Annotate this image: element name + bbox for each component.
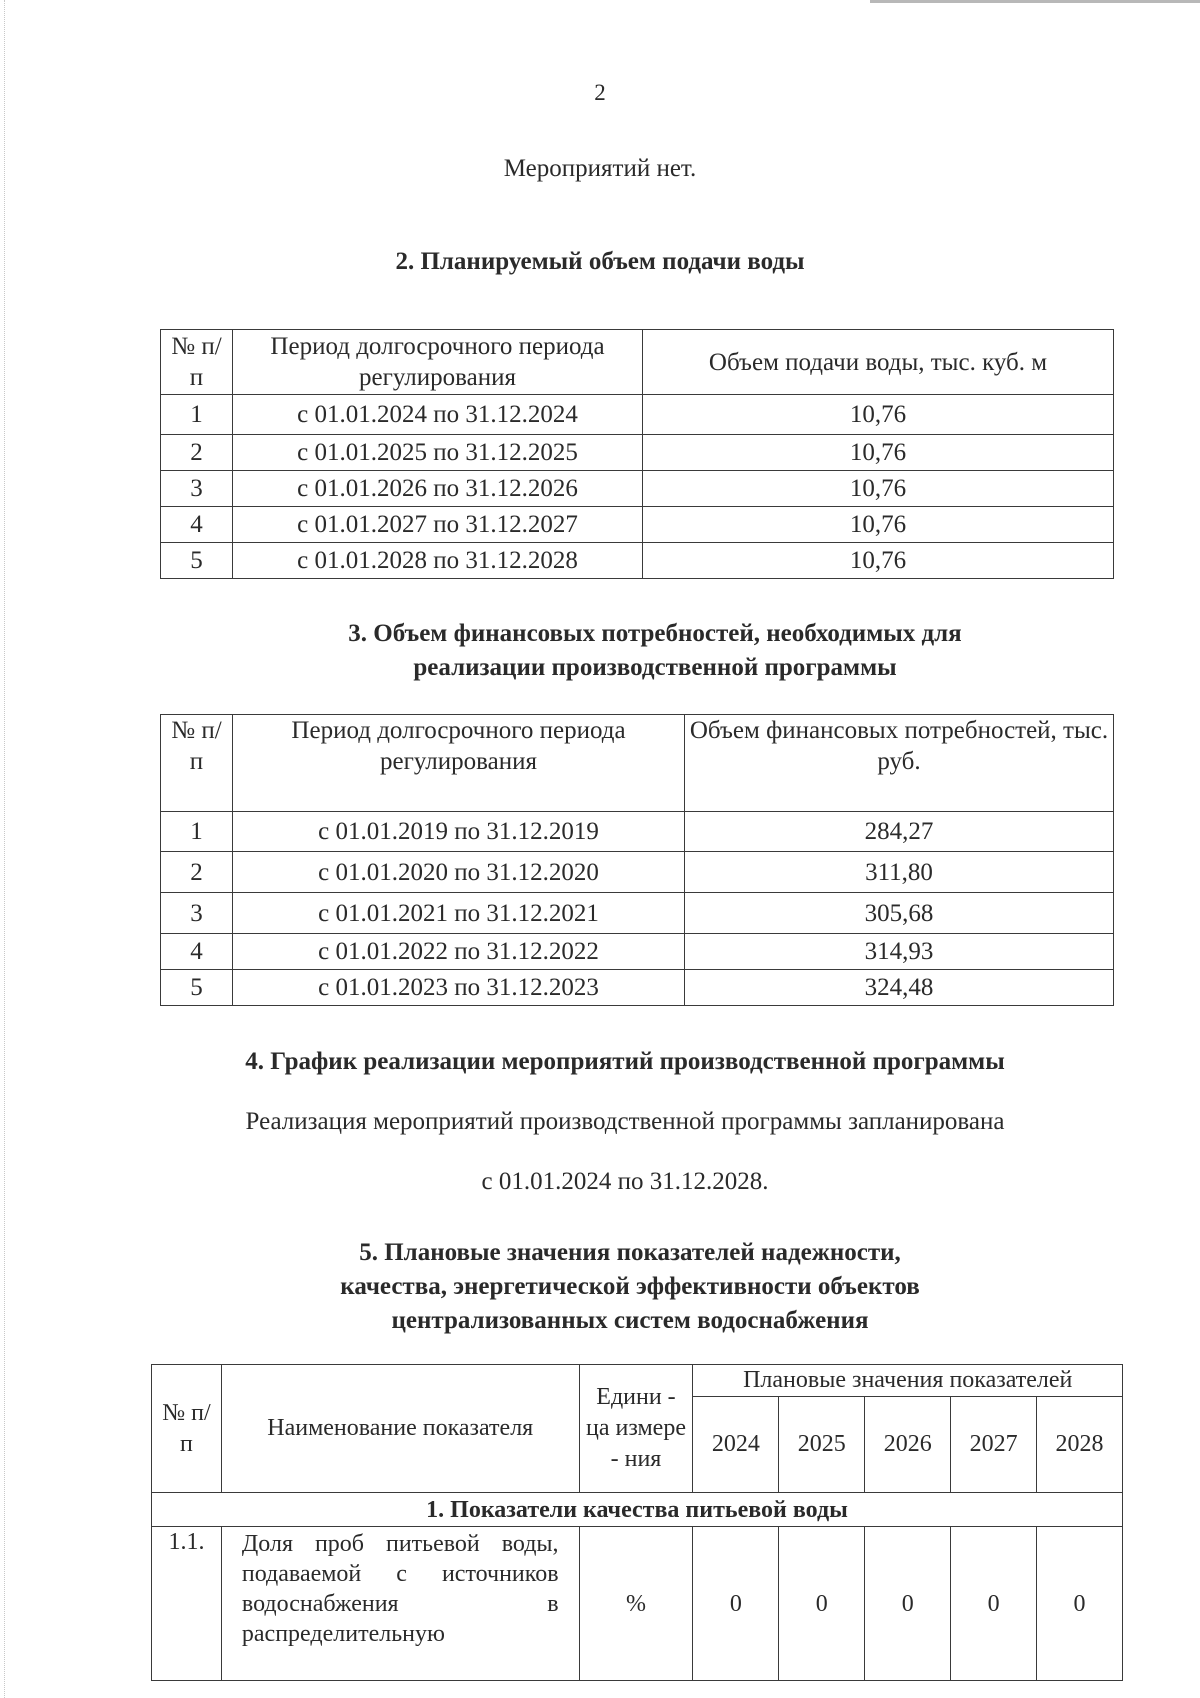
header-num: № п/п [152,1365,222,1493]
header-year: 2027 [951,1397,1037,1493]
cell-value: 305,68 [685,893,1114,934]
cell-period: с 01.01.2024 по 31.12.2024 [233,395,643,435]
cell-value: 314,93 [685,934,1114,970]
cell-value: 10,76 [643,543,1114,579]
water-supply-table [160,329,1114,579]
cell-num: 1.1. [152,1527,222,1681]
indicator-name-line: распределительную [241,1621,445,1647]
cell-value: 10,76 [643,471,1114,507]
section4-text-line2: с 01.01.2024 по 31.12.2028. [481,1168,769,1195]
header-year: 2026 [865,1397,951,1493]
table-row [152,1527,1123,1681]
cell-num: 5 [161,970,233,1006]
cell-value: 284,27 [685,812,1114,852]
header-period: Период долгосрочного периода регулирования [233,715,685,812]
header-unit: Едини - ца измере - ния [579,1365,693,1493]
cell-value: 0 [951,1527,1037,1681]
cell-value: 10,76 [643,435,1114,471]
cell-period: с 01.01.2019 по 31.12.2019 [233,812,685,852]
header-finance: Объем финансовых потребностей, тыс. руб. [685,715,1114,812]
header-volume: Объем подачи воды, тыс. куб. м [643,330,1114,395]
cell-value: 324,48 [685,970,1114,1006]
section3-title-line1: 3. Объем финансовых потребностей, необходимых для [348,620,962,647]
section4-title: 4. График реализации мероприятий производственной программы [245,1048,1005,1075]
no-measures-text: Мероприятий нет. [503,155,697,182]
page-number: 2 [594,80,606,105]
header-period: Период долгосрочного периода регулирования [233,330,643,395]
cell-period: с 01.01.2021 по 31.12.2021 [233,893,685,934]
section5-title-line2: качества, энергетической эффективности объектов [340,1273,920,1300]
cell-value: 10,76 [643,395,1114,435]
section5-title-line3: централизованных систем водоснабжения [391,1307,869,1334]
table-row [161,395,1114,435]
indicator-name-line: подаваемой с источников [241,1561,559,1587]
cell-num: 3 [161,471,233,507]
table-row [161,893,1114,934]
table-row [161,934,1114,970]
cell-period: с 01.01.2027 по 31.12.2027 [233,507,643,543]
cell-num: 5 [161,543,233,579]
indicators-table [151,1364,1123,1681]
header-num: № п/п [161,715,233,812]
table-row [161,471,1114,507]
group-title: 1. Показатели качества питьевой воды [152,1493,1123,1527]
table-row [161,507,1114,543]
cell-indicator-name [221,1527,579,1681]
table-row [161,852,1114,893]
cell-value: 311,80 [685,852,1114,893]
cell-num: 2 [161,852,233,893]
header-planned-values: Плановые значения показателей [693,1365,1123,1397]
cell-period: с 01.01.2026 по 31.12.2026 [233,471,643,507]
table-group-row [152,1493,1123,1527]
section2-title: 2. Планируемый объем подачи воды [395,248,805,275]
indicator-name-line: Доля проб питьевой воды, [241,1531,559,1557]
cell-num: 2 [161,435,233,471]
scan-edge-top [870,0,1200,3]
cell-period: с 01.01.2025 по 31.12.2025 [233,435,643,471]
header-indicator-name: Наименование показателя [221,1365,579,1493]
table-row [161,543,1114,579]
cell-num: 1 [161,395,233,435]
table-row [161,970,1114,1006]
cell-num: 1 [161,812,233,852]
cell-value: 0 [1037,1527,1123,1681]
header-year: 2025 [779,1397,865,1493]
section5-title-line1: 5. Плановые значения показателей надежности, [359,1239,901,1266]
cell-num: 4 [161,934,233,970]
header-year: 2024 [693,1397,779,1493]
cell-value: 0 [693,1527,779,1681]
table-header-row [161,715,1114,812]
section4-text-line1: Реализация мероприятий производственной программы запланирована [245,1108,1005,1135]
section3-title-line2: реализации производственной программы [413,654,897,681]
table-row [161,812,1114,852]
cell-period: с 01.01.2020 по 31.12.2020 [233,852,685,893]
table-header-row [161,330,1114,395]
indicator-name-line: водоснабжения в [241,1591,559,1617]
cell-num: 3 [161,893,233,934]
cell-num: 4 [161,507,233,543]
header-year: 2028 [1037,1397,1123,1493]
table-header-row [152,1365,1123,1397]
cell-period: с 01.01.2023 по 31.12.2023 [233,970,685,1006]
header-num: № п/п [161,330,233,395]
cell-unit: % [579,1527,693,1681]
cell-value: 0 [779,1527,865,1681]
cell-period: с 01.01.2028 по 31.12.2028 [233,543,643,579]
cell-period: с 01.01.2022 по 31.12.2022 [233,934,685,970]
cell-value: 10,76 [643,507,1114,543]
table-row [161,435,1114,471]
cell-value: 0 [865,1527,951,1681]
financial-needs-table [160,714,1114,1006]
